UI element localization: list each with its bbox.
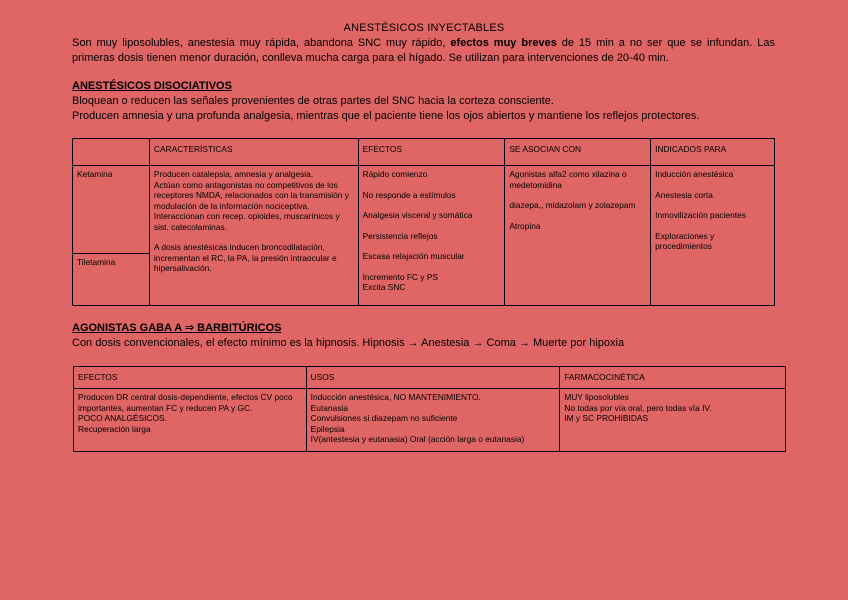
header-cell-usos: USOS — [306, 367, 560, 389]
cell-efectos — [74, 389, 307, 452]
efectos-item-4: Persistencia reflejos — [362, 230, 438, 241]
farmaco-line-1: MUY liposolubles — [564, 392, 629, 402]
cell-usos — [306, 389, 560, 452]
indicados-item-3: Inmovilización pacientes — [655, 210, 746, 220]
caracteristicas-line-2: Actúan como antagonistas no competitivos de los receptores NMDA, relacionados con la transmisión y modulación de la información nociceptiva. — [153, 179, 349, 211]
usos-line-5: IV(antestesia y eutanasia) Oral (acción larga o eutanasia) — [310, 434, 525, 444]
efectos-item-3: Analgesia visceral y somática — [362, 210, 473, 220]
intro-paragraph — [72, 36, 775, 66]
usos-line-1: Inducción anestésica, NO MANTENIMIENTO. — [310, 392, 481, 402]
efectos-item-2: No responde a estímulos — [362, 189, 456, 200]
efectos-item-6: Incremento FC y PS — [362, 271, 438, 282]
usos-line-3: Convulsiones si diazepam no suficiente — [310, 413, 458, 423]
cell-efectos — [358, 166, 505, 306]
header-cell-indicados: INDICADOS PARA — [651, 139, 775, 166]
header-cell-farmacocinetica: FARMACOCINÉTICA — [560, 367, 786, 389]
table-header-row — [73, 139, 775, 166]
table-header-row — [74, 367, 786, 389]
section-heading-disociativos: ANESTÉSICOS DISOCIATIVOS — [72, 80, 232, 92]
header-cell-asocian: SE ASOCIAN CON — [505, 139, 651, 166]
usos-line-4: Epilepsia — [310, 423, 345, 434]
cell-farmacocinetica — [560, 389, 786, 452]
caracteristicas-line-3: Interaccionan con recep. opioides, muscarínicos y sist. catecolaminas. — [153, 211, 340, 232]
header-cell-empty — [73, 139, 150, 166]
usos-line-2: Eutanasia — [310, 402, 348, 413]
header-cell-efectos: EFECTOS — [358, 139, 505, 166]
asocian-item-3: Atropina — [509, 220, 541, 231]
header-cell-caracteristicas: CARACTERÍSTICAS — [149, 139, 358, 166]
cell-asocian — [505, 166, 651, 306]
efectos-item-5: Escasa relajación muscular — [362, 251, 465, 261]
asocian-item-2: diazepa,, midazolam y zolazepam — [509, 200, 636, 210]
intro-text-end: de 15 min a no ser que se infundan. Las primeras dosis tienen menor duración, conlleva mucha carga para el hígado. Se utilizan para intervenciones de 20-40 min. — [72, 37, 775, 64]
disociativos-table — [72, 138, 775, 306]
barb-efectos-line-2: POCO ANALGÉSICOS. — [78, 413, 167, 423]
indicados-item-4: Exploraciones y procedimientos — [655, 230, 715, 251]
gaba-line-1: Con dosis convencionales, el efecto mínimo es la hipnosis. Hipnosis → Anestesia → Coma → Muerte por hipoxia — [72, 337, 625, 349]
intro-text-start: Son muy liposolubles, anestesia muy rápida, abandona SNC muy rápido, — [72, 37, 451, 49]
indicados-item-2: Anestesia corta — [655, 189, 713, 200]
header-cell-efectos: EFECTOS — [74, 367, 307, 389]
table-row — [74, 389, 786, 452]
efectos-item-7: Excita SNC — [362, 282, 406, 292]
farmaco-line-3: IM y SC PROHIBIDAS — [564, 413, 649, 423]
table-row-ketamina — [73, 166, 775, 254]
intro-bold-text: efectos muy breves — [450, 37, 557, 49]
section-heading-gaba: AGONISTAS GABA A ⇒ BARBITÚRICOS — [72, 322, 282, 334]
disociativos-line-2: Producen amnesia y una profunda analgesia, mientras que el paciente tiene los ojos abiertos y mantiene los reflejos protectores. — [72, 110, 700, 122]
barbituricos-table — [73, 366, 786, 452]
barb-efectos-line-3: Recuperación larga — [78, 423, 151, 434]
efectos-item-1: Rápido comienzo — [362, 169, 428, 179]
cell-indicados — [651, 166, 775, 306]
row-label-ketamina: Ketamina — [73, 166, 150, 254]
cell-caracteristicas — [149, 166, 358, 306]
asocian-item-1: Agonistas alfa2 como xilazina o medetomidina — [509, 169, 627, 190]
caracteristicas-line-1: Producen catalepsia, amnesia y analgesia. — [153, 169, 314, 179]
row-label-tiletamina: Tiletamina — [73, 254, 150, 306]
disociativos-line-1: Bloquean o reducen las señales provenientes de otras partes del SNC hacia la corteza consciente. — [72, 95, 554, 107]
barb-efectos-line-1: Producen DR central dosis-dependiente, efectos CV poco importantes, aumentan FC y reducen PA y GC. — [78, 392, 293, 413]
indicados-item-1: Inducción anestésica — [655, 169, 734, 179]
document-title: ANESTÉSICOS INYECTABLES — [343, 22, 505, 34]
farmaco-line-2: No todas por vía oral, pero todas vía IV. — [564, 402, 712, 413]
caracteristicas-line-4: A dosis anestésicas inducen broncodilatación, incrementan el RC, la PA, la presión intraocular e hipersalivación. — [153, 242, 337, 273]
